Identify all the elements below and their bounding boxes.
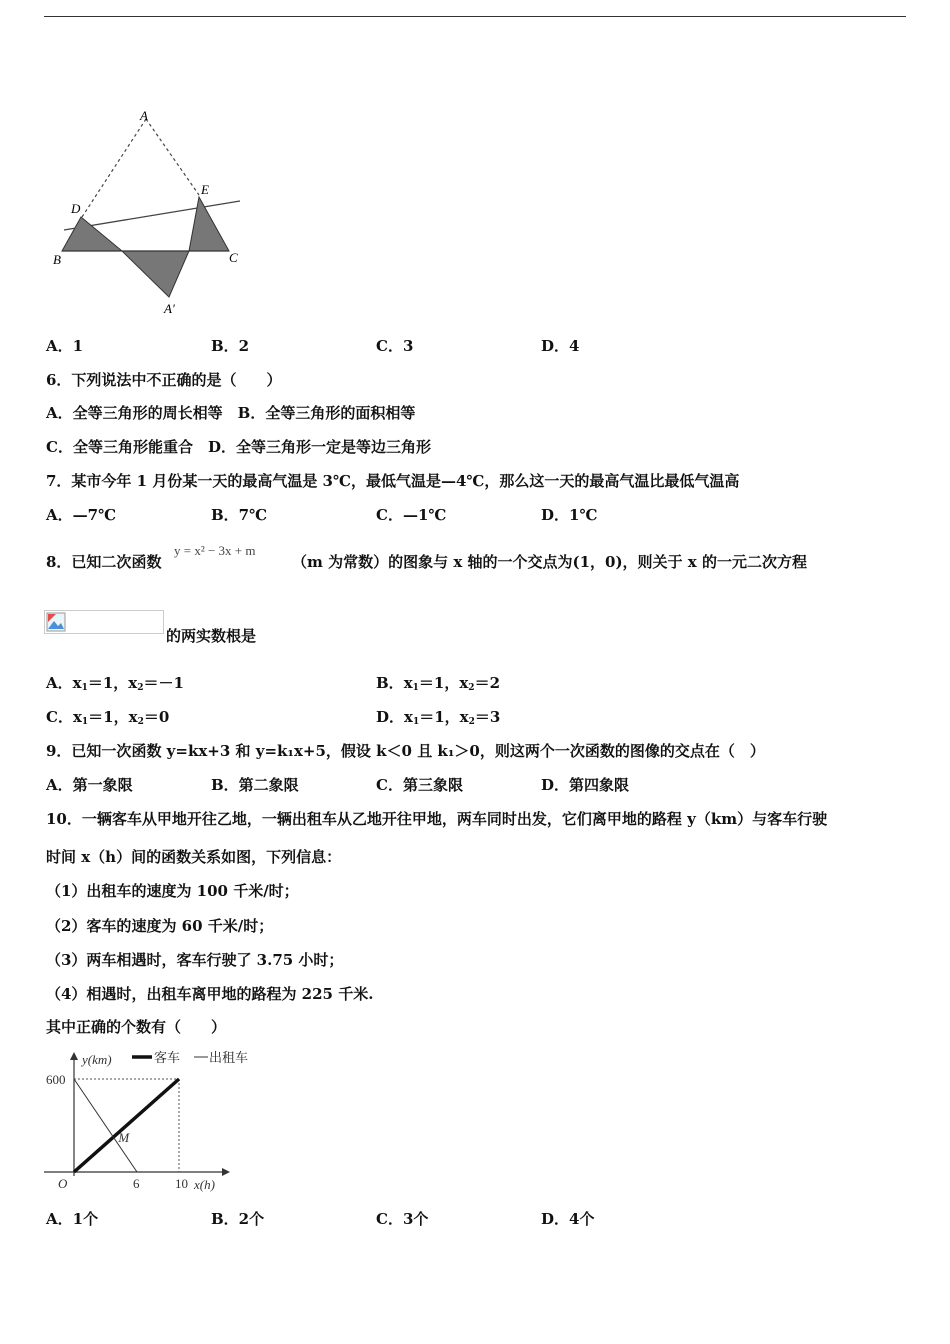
q5-option-c: C．3 — [376, 337, 414, 355]
q10-item-2: （2）客车的速度为 60 千米/时； — [46, 917, 274, 935]
broken-image-placeholder — [44, 610, 164, 634]
distance-time-chart — [44, 1048, 269, 1196]
x-tick-label: O — [58, 1176, 68, 1191]
vertex-a-label: A — [140, 108, 148, 123]
q8-option-b: B．$x_1=1$，$x_2=2$ — [376, 674, 500, 693]
broken-image-icon — [46, 612, 66, 632]
q6-stem: 6．下列说法中不正确的是（ ） — [46, 371, 282, 389]
q5-option-b: B．2 — [211, 337, 250, 355]
x-axis-arrow — [222, 1168, 230, 1176]
q10-stem-line2: 时间 x（h）间的函数关系如图，下列信息： — [46, 848, 342, 866]
q10-option-c: C．3个 — [376, 1210, 429, 1228]
q10-option-b: B．2个 — [211, 1210, 265, 1228]
q10-item-3: （3）两车相遇时，客车行驶了 3.75 小时； — [46, 951, 344, 969]
vertex-b-label: B — [53, 252, 61, 267]
q9-option-c: C．第三象限 — [376, 776, 463, 794]
y-tick-label: 600 — [46, 1072, 66, 1087]
q9-option-b: B．第二象限 — [211, 776, 299, 794]
q10-option-d: D．4个 — [541, 1210, 595, 1228]
x-tick-label: 6 — [133, 1176, 140, 1191]
vertex-a-prime-label: A′ — [164, 301, 175, 316]
q6-options-line2: C．全等三角形能重合 D．全等三角形一定是等边三角形 — [46, 438, 431, 456]
q5-option-d: D．4 — [541, 337, 580, 355]
y-axis-arrow — [70, 1052, 78, 1060]
triangle-fold-figure — [44, 105, 244, 320]
x-axis-label: x(h) — [194, 1177, 215, 1192]
q7-option-d: D．1℃ — [541, 506, 598, 524]
q9-option-a: A．第一象限 — [46, 776, 133, 794]
legend-bus-label: 客车 — [154, 1050, 181, 1065]
q7-option-b: B．7℃ — [211, 506, 268, 524]
x-tick-label: 10 — [175, 1176, 188, 1191]
q10-stem-line1: 10．一辆客车从甲地开往乙地，一辆出租车从乙地开往甲地，两车同时出发，它们离甲地的路程 y（km）与客车行驶 — [46, 810, 828, 828]
q5-option-a: A．1 — [46, 337, 84, 355]
series-line-bus — [74, 1079, 179, 1172]
vertex-c-label: C — [229, 250, 238, 265]
header-rule — [44, 16, 906, 17]
vertex-e-label: E — [201, 182, 209, 197]
q8-stem-post: （m 为常数）的图象与 x 轴的一个交点为(1，0)，则关于 x 的一元二次方程 — [292, 553, 807, 571]
q9-stem: 9．已知一次函数 y=kx+3 和 y=k₁x+5，假设 k＜0 且 k₁＞0，则这两个一次函数的图像的交点在（ ） — [46, 742, 765, 760]
q7-option-a: A．—7℃ — [46, 506, 117, 524]
q10-item-1: （1）出租车的速度为 100 千米/时； — [46, 882, 299, 900]
legend-taxi-label: 出租车 — [209, 1050, 249, 1065]
q10-option-a: A．1个 — [46, 1210, 99, 1228]
q8-equation: y = x² − 3x + m — [174, 543, 256, 558]
intersection-label: M — [118, 1130, 130, 1146]
q9-option-d: D．第四象限 — [541, 776, 630, 794]
q10-question: 其中正确的个数有（ ） — [46, 1018, 227, 1036]
y-axis-label: y(km) — [82, 1052, 112, 1067]
vertex-d-label: D — [71, 201, 81, 216]
q8-stem-pre: 8．已知二次函数 — [46, 553, 162, 571]
q8-stem-tail: 的两实数根是 — [166, 627, 257, 645]
q6-options-line1: A．全等三角形的周长相等 B．全等三角形的面积相等 — [46, 404, 416, 422]
q7-option-c: C．—1℃ — [376, 506, 447, 524]
q8-option-d: D．$x_1=1$，$x_2=3$ — [376, 708, 501, 727]
q8-option-c: C．$x_1=1$，$x_2=0$ — [46, 708, 170, 727]
q7-stem: 7．某市今年 1 月份某一天的最高气温是 3℃，最低气温是—4℃，那么这一天的最高气温比最低气温高 — [46, 472, 740, 490]
q10-item-4: （4）相遇时，出租车离甲地的路程为 225 千米. — [46, 985, 374, 1003]
q8-option-a: A．$x_1=1$，$x_2=-1$ — [46, 674, 184, 693]
